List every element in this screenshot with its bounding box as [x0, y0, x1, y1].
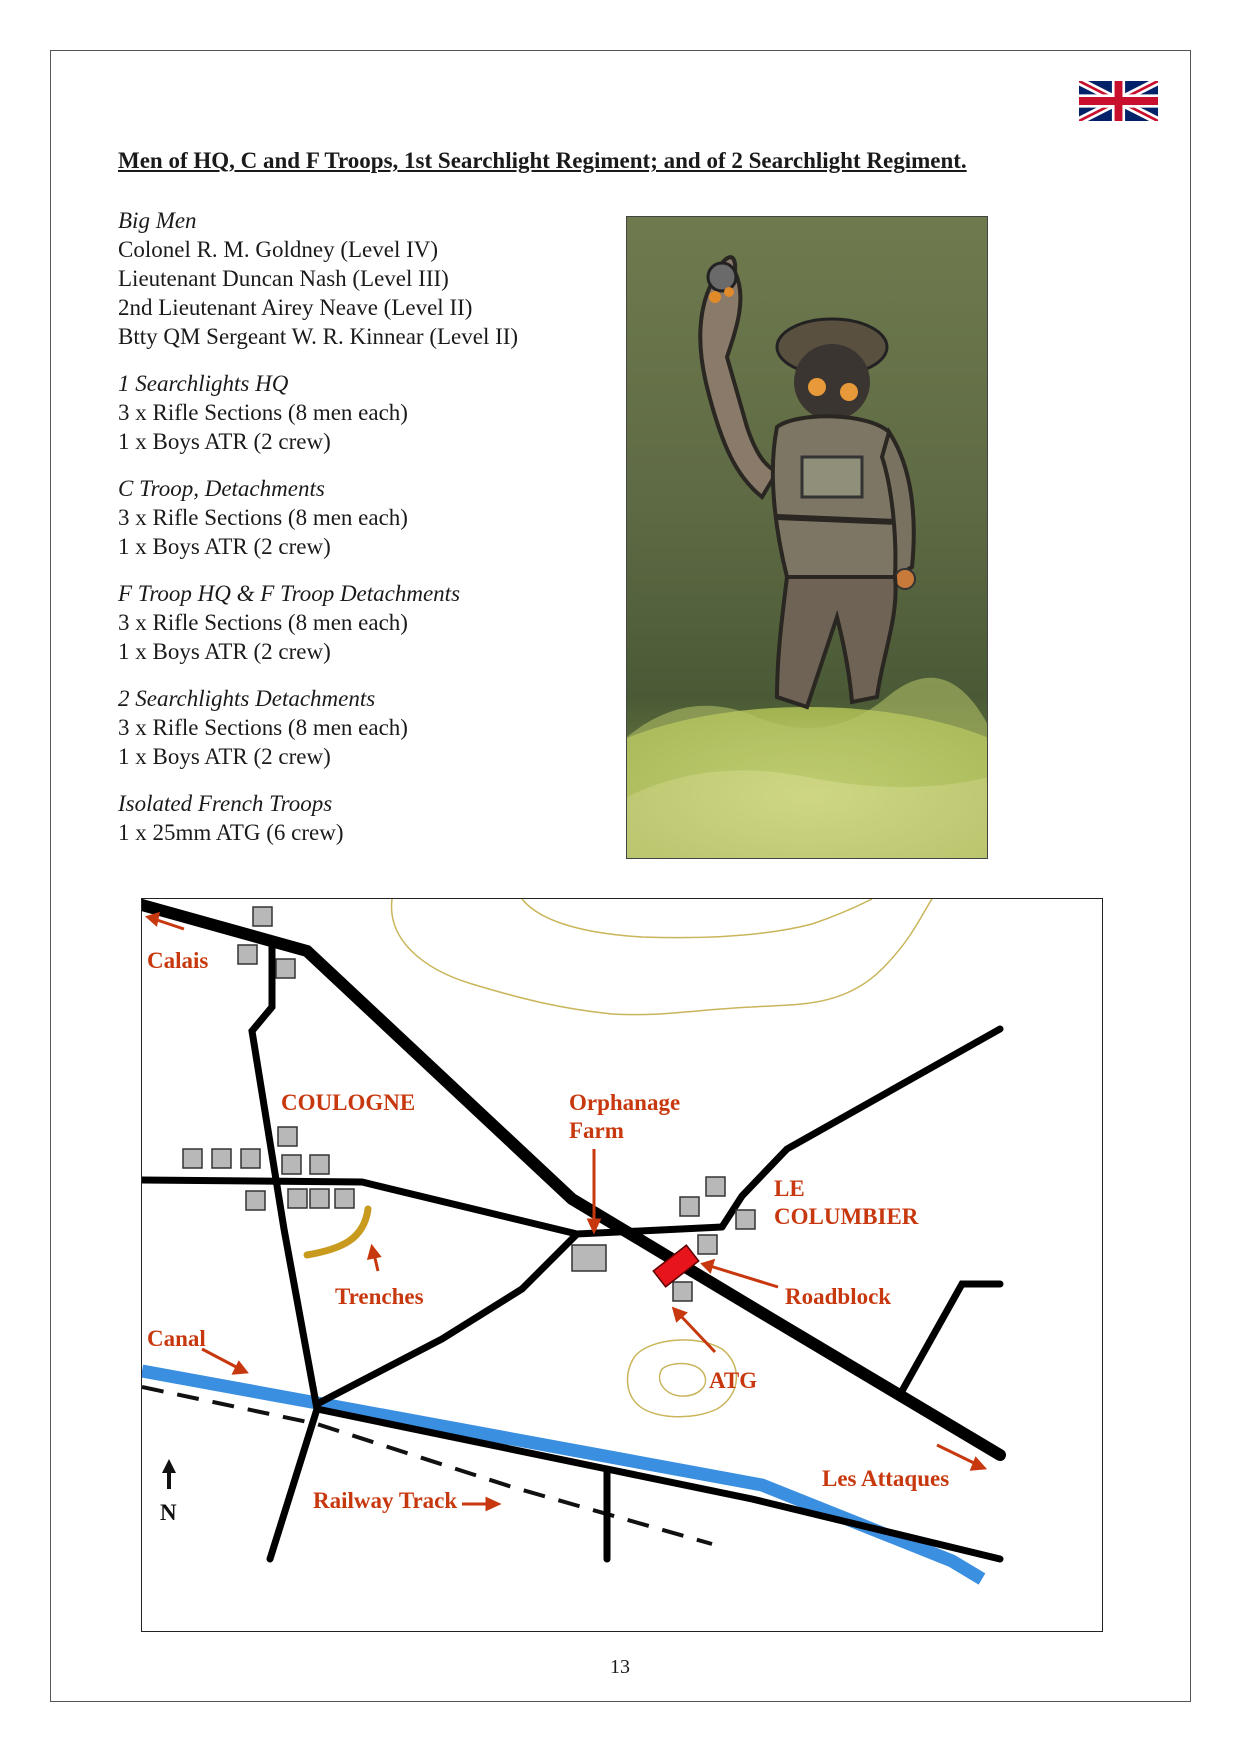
roster-line: 1 x 25mm ATG (6 crew) — [118, 820, 344, 845]
label-atg: ATG — [709, 1368, 758, 1393]
roster-group-title: C Troop, Detachments — [118, 476, 325, 501]
roster-group-title: F Troop HQ & F Troop Detachments — [118, 581, 461, 606]
roster-group-c-troop — [118, 474, 618, 561]
roster-line: Btty QM Sergeant W. R. Kinnear (Level II) — [118, 324, 519, 349]
label-le-columbier: LE COLUMBIER — [774, 1176, 919, 1229]
roster-line: 1 x Boys ATR (2 crew) — [118, 534, 331, 559]
roster-line: 3 x Rifle Sections (8 men each) — [118, 715, 408, 740]
roster-group-title: 1 Searchlights HQ — [118, 371, 289, 396]
roster-group-1-searchlights-hq — [118, 369, 618, 456]
roster-group-title: Big Men — [118, 208, 197, 233]
roster-group-french-troops — [118, 789, 618, 847]
roster-line: 3 x Rifle Sections (8 men each) — [118, 505, 408, 530]
roster-group-title: Isolated French Troops — [118, 791, 333, 816]
label-orphanage-farm: Orphanage Farm — [569, 1090, 681, 1143]
roster-line: 1 x Boys ATR (2 crew) — [118, 639, 331, 664]
label-canal: Canal — [147, 1326, 206, 1351]
label-roadblock: Roadblock — [785, 1284, 892, 1309]
roster-line: Colonel R. M. Goldney (Level IV) — [118, 237, 439, 262]
roads — [142, 905, 1000, 1559]
roster-group-title: 2 Searchlights Detachments — [118, 686, 376, 711]
unit-roster — [118, 206, 618, 865]
roster-group-big-men — [118, 206, 618, 351]
battle-map — [141, 898, 1103, 1632]
roster-line: 2nd Lieutenant Airey Neave (Level II) — [118, 295, 473, 320]
roster-line: Lieutenant Duncan Nash (Level III) — [118, 266, 449, 291]
roster-group-f-troop — [118, 579, 618, 666]
north-arrow-icon — [162, 1459, 176, 1489]
label-les-attaques: Les Attaques — [822, 1466, 950, 1491]
label-coulogne: COULOGNE — [281, 1090, 416, 1115]
label-trenches: Trenches — [335, 1284, 424, 1309]
page-number: 13 — [610, 1656, 630, 1678]
roster-line: 3 x Rifle Sections (8 men each) — [118, 610, 408, 635]
label-railway-track: Railway Track — [313, 1488, 458, 1513]
roster-group-2-searchlights — [118, 684, 618, 771]
union-jack-flag-icon — [1079, 81, 1158, 121]
page-heading: Men of HQ, C and F Troops, 1st Searchlight Regiment; and of 2 Searchlight Regiment. — [118, 148, 967, 173]
contour-lines — [392, 899, 932, 1417]
miniature-soldier-photo — [626, 216, 988, 859]
trenches — [307, 1209, 368, 1255]
roster-line: 3 x Rifle Sections (8 men each) — [118, 400, 408, 425]
label-calais: Calais — [147, 948, 209, 973]
roster-line: 1 x Boys ATR (2 crew) — [118, 429, 331, 454]
roster-line: 1 x Boys ATR (2 crew) — [118, 744, 331, 769]
label-north: N — [160, 1500, 177, 1525]
